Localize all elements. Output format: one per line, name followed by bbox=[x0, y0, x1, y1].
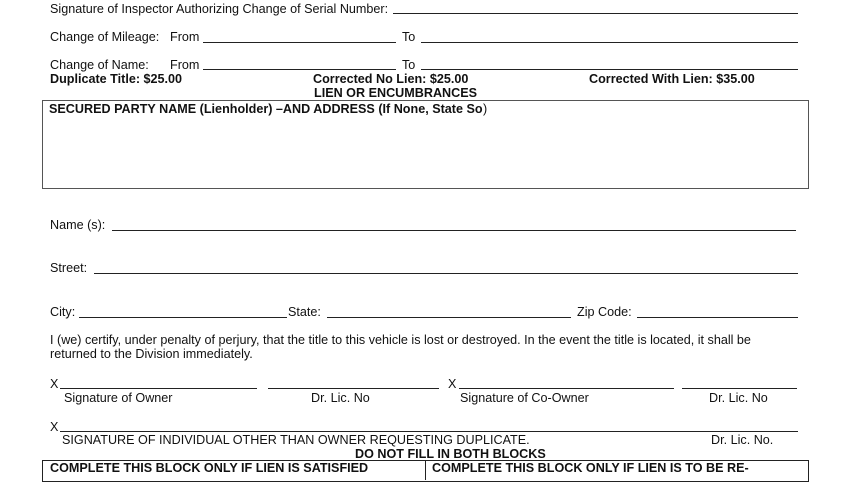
duplicate-title-fee: Duplicate Title: $25.00 bbox=[50, 72, 183, 86]
mileage-to-field[interactable] bbox=[421, 42, 798, 43]
zip-code-label: Zip Code: bbox=[577, 305, 632, 319]
certify-line-2: returned to the Division immediately. bbox=[50, 347, 253, 361]
co-owner-license-caption: Dr. Lic. No bbox=[709, 391, 768, 405]
lien-heading: LIEN OR ENCUMBRANCES bbox=[314, 86, 478, 100]
secured-party-close-paren: ) bbox=[483, 102, 488, 116]
name-change-to-label: To bbox=[402, 58, 416, 72]
zip-code-field[interactable] bbox=[637, 317, 798, 318]
other-signer-license-caption: Dr. Lic. No. bbox=[711, 433, 774, 447]
inspector-signature-label: Signature of Inspector Authorizing Change of Serial Number: bbox=[50, 2, 389, 16]
mileage-label: Change of Mileage: bbox=[50, 30, 160, 44]
owner-license-caption: Dr. Lic. No bbox=[311, 391, 370, 405]
do-not-fill-notice: DO NOT FILL IN BOTH BLOCKS bbox=[355, 447, 546, 461]
street-field[interactable] bbox=[94, 273, 798, 274]
names-label: Name (s): bbox=[50, 218, 106, 232]
street-label: Street: bbox=[50, 261, 88, 275]
mileage-from-label: From bbox=[170, 30, 200, 44]
city-field[interactable] bbox=[79, 317, 287, 318]
mileage-from-field[interactable] bbox=[203, 42, 396, 43]
lien-satisfied-block-title: COMPLETE THIS BLOCK ONLY IF LIEN IS SATISFIED bbox=[50, 461, 369, 475]
owner-x-mark: X bbox=[50, 377, 59, 391]
certify-line-1: I (we) certify, under penalty of perjury, that the title to this vehicle is lost or destroyed. In the event the title is located, it shall be bbox=[50, 333, 751, 347]
co-owner-signature-line[interactable] bbox=[459, 388, 674, 389]
other-signer-caption: SIGNATURE OF INDIVIDUAL OTHER THAN OWNER REQUESTING DUPLICATE. bbox=[62, 433, 530, 447]
names-field[interactable] bbox=[112, 230, 796, 231]
state-field[interactable] bbox=[327, 317, 571, 318]
owner-signature-caption: Signature of Owner bbox=[64, 391, 173, 405]
name-change-from-field[interactable] bbox=[203, 69, 396, 70]
owner-signature-line[interactable] bbox=[60, 388, 257, 389]
owner-license-line[interactable] bbox=[268, 388, 439, 389]
other-signer-x-mark: X bbox=[50, 420, 59, 434]
name-change-label: Change of Name: bbox=[50, 58, 149, 72]
other-signer-signature-line[interactable] bbox=[60, 431, 798, 432]
state-label: State: bbox=[288, 305, 321, 319]
name-change-to-field[interactable] bbox=[421, 69, 798, 70]
corrected-no-lien-fee: Corrected No Lien: $25.00 bbox=[313, 72, 469, 86]
corrected-with-lien-fee: Corrected With Lien: $35.00 bbox=[589, 72, 755, 86]
name-change-from-label: From bbox=[170, 58, 200, 72]
co-owner-signature-caption: Signature of Co-Owner bbox=[460, 391, 589, 405]
co-owner-license-line[interactable] bbox=[682, 388, 797, 389]
lien-re-recorded-block-title: COMPLETE THIS BLOCK ONLY IF LIEN IS TO BE RE- bbox=[432, 461, 749, 475]
mileage-to-label: To bbox=[402, 30, 416, 44]
footer-blocks-divider bbox=[425, 460, 426, 480]
city-label: City: bbox=[50, 305, 76, 319]
co-owner-x-mark: X bbox=[448, 377, 457, 391]
secured-party-label: SECURED PARTY NAME (Lienholder) –AND ADDRESS (If None, State So bbox=[49, 102, 483, 116]
inspector-signature-line[interactable] bbox=[393, 13, 798, 14]
